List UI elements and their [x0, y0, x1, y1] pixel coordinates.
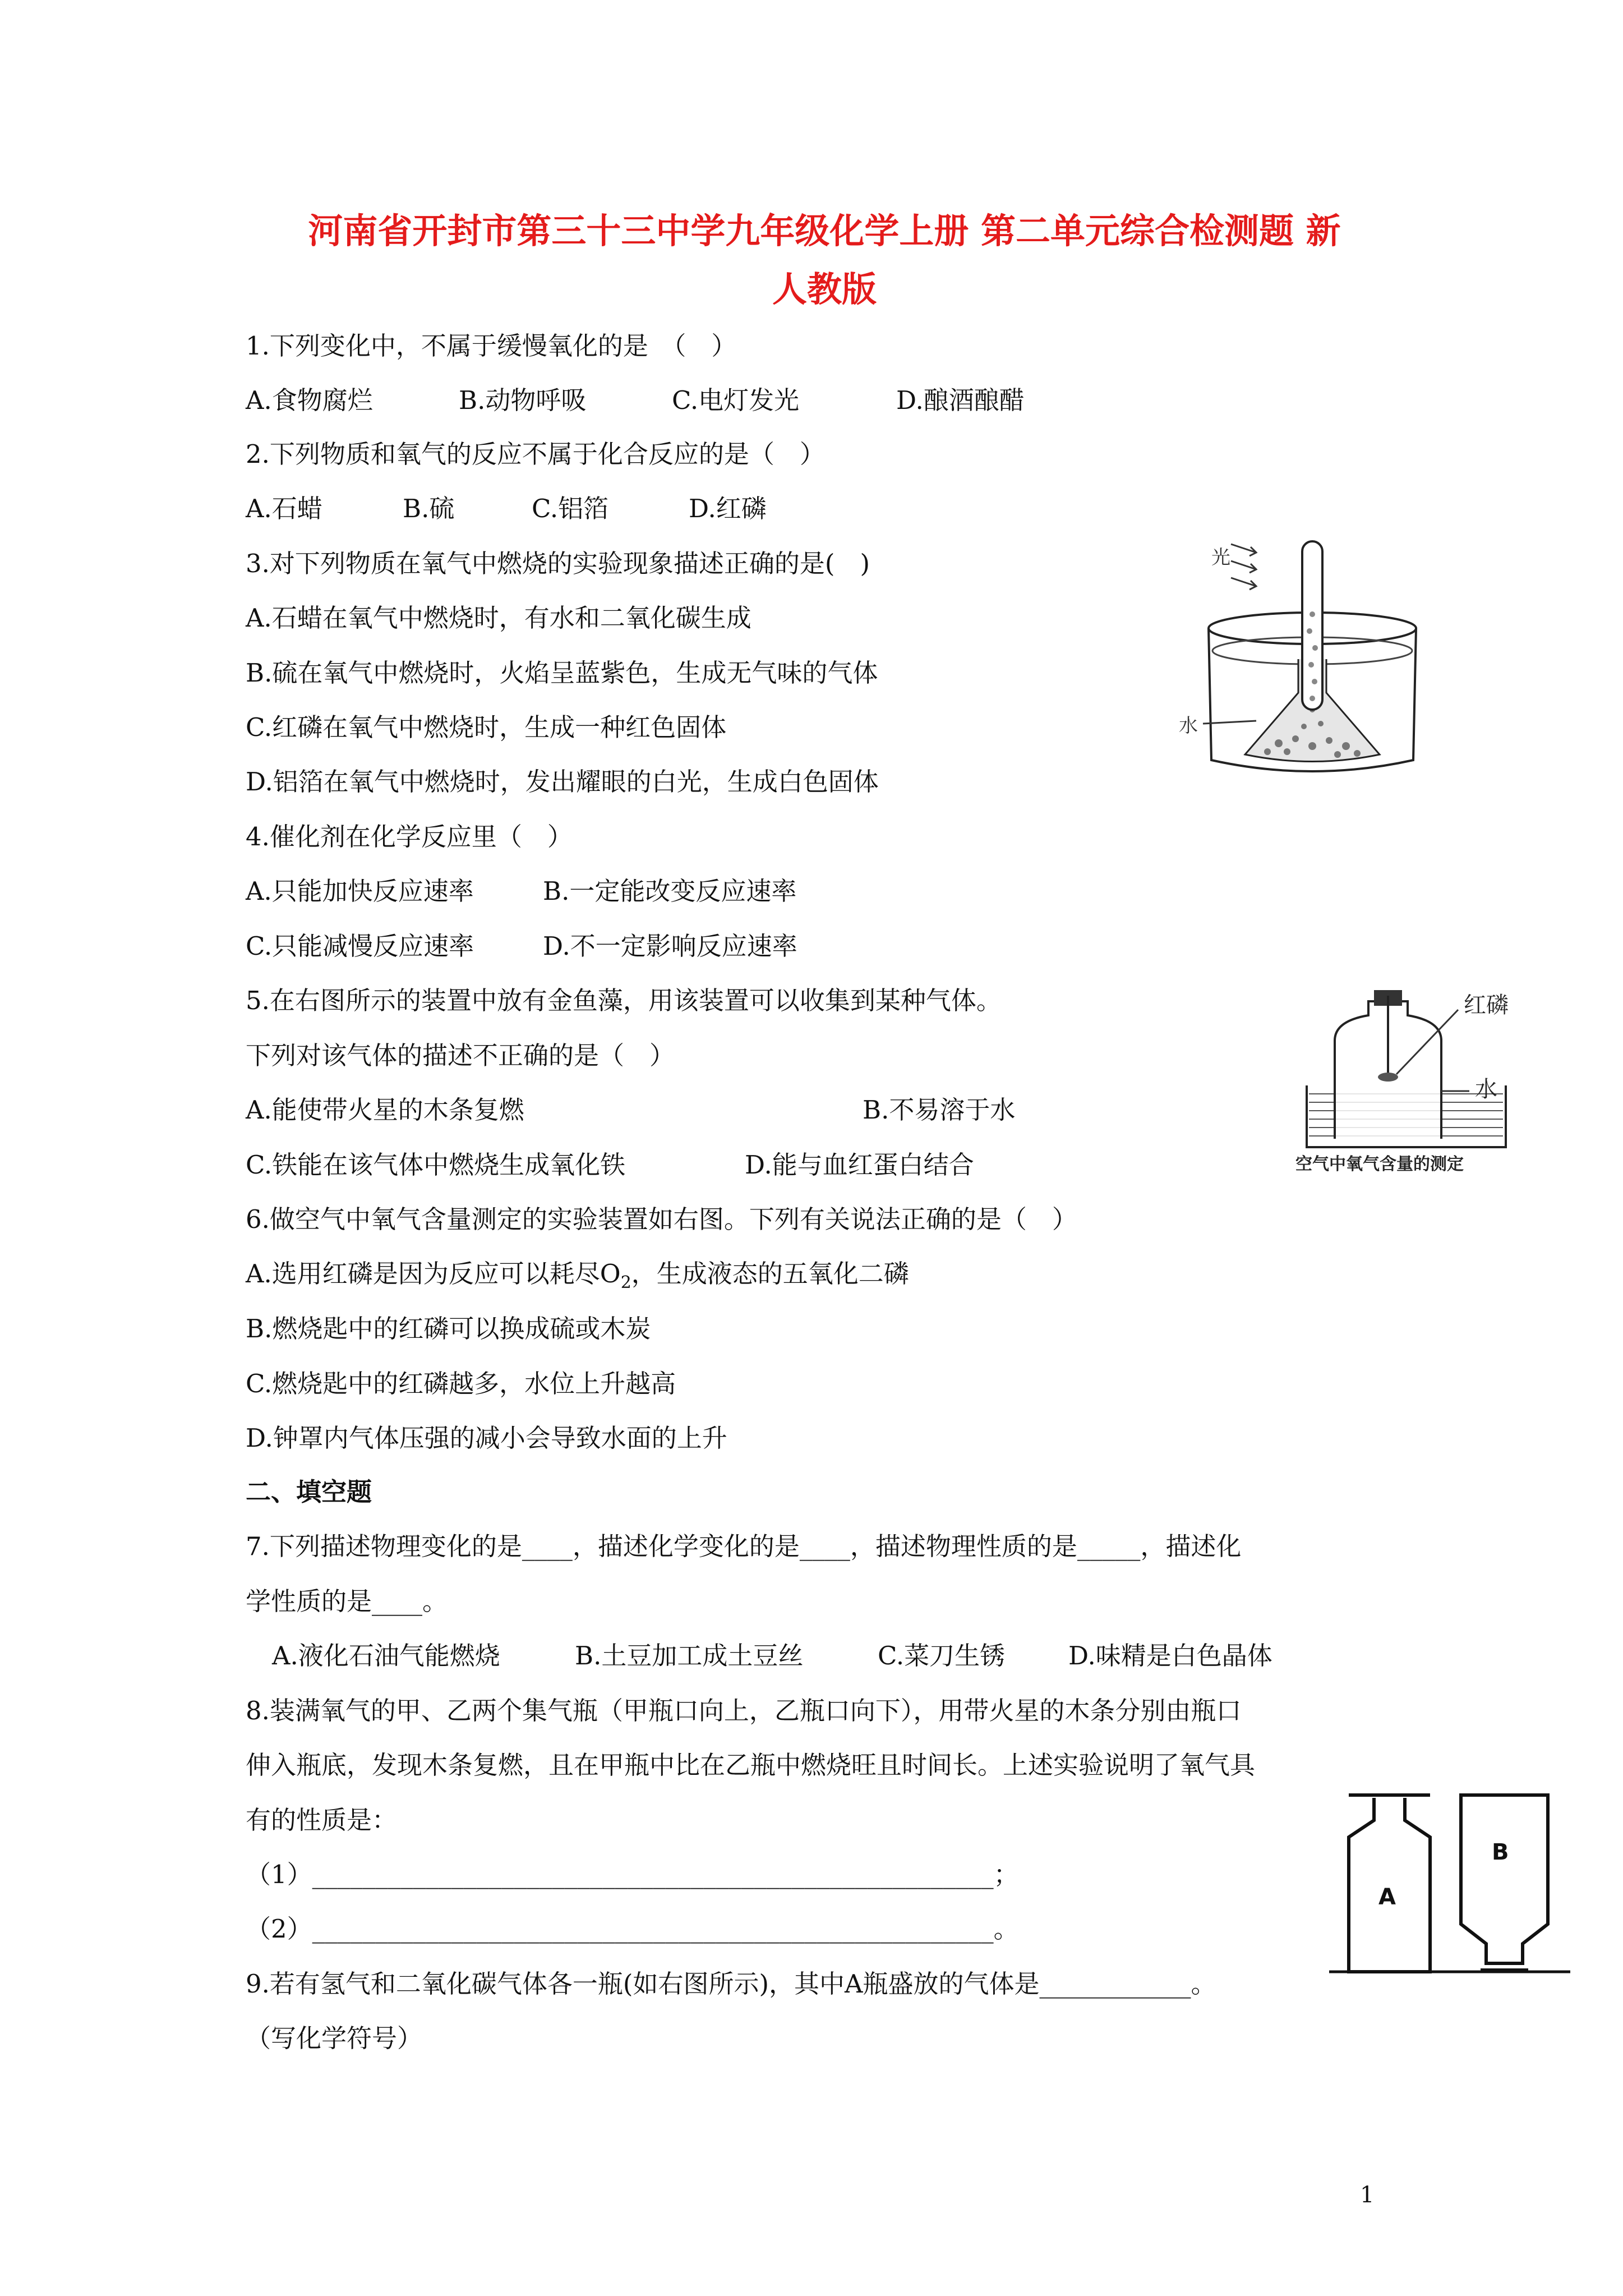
q5-option-b: B.不易溶于水 [863, 1095, 1016, 1125]
q2-option-b: B.硫 [403, 494, 455, 523]
figure-caption: 空气中氧气含量的测定 [1295, 1154, 1464, 1174]
q8-stem-line2: 伸入瓶底，发现木条复燃，且在甲瓶中比在乙瓶中燃烧旺且时间长。上述实验说明了氧气具 [246, 1750, 1256, 1780]
q6-stem: 6.做空气中氧气含量测定的实验装置如右图。下列有关说法正确的是（ ） [246, 1204, 1077, 1234]
title-line-1: 河南省开封市第三十三中学九年级化学上册 第二单元综合检测题 新 [308, 210, 1341, 251]
q5-option-c: C.铁能在该气体中燃烧生成氧化铁 [246, 1150, 626, 1180]
q4-options-row1 [246, 871, 796, 907]
figure-oxygen-measurement [1290, 979, 1570, 1175]
q2-stem: 2.下列物质和氧气的反应不属于化合反应的是（ ） [246, 439, 825, 469]
q5-stem-line1: 5.在右图所示的装置中放有金鱼藻，用该装置可以收集到某种气体。 [246, 986, 1002, 1015]
q5-options-row1 [246, 1089, 1015, 1126]
plant-beaker-illustration [1178, 530, 1436, 788]
q2-option-a: A.石蜡 [246, 494, 322, 523]
q1-option-a: A.食物腐烂 [246, 385, 373, 415]
q3-option-a: A.石蜡在氧气中燃烧时，有水和二氧化碳生成 [246, 603, 751, 633]
q9-stem-line2: （写化学符号） [246, 2023, 423, 2053]
q7-option-b: B.土豆加工成土豆丝 [575, 1641, 804, 1671]
gas-bottles-illustration [1318, 1778, 1576, 1980]
q4-option-b: B.一定能改变反应速率 [543, 876, 797, 906]
q6-option-b: B.燃烧匙中的红磷可以换成硫或木炭 [246, 1314, 651, 1343]
q1-stem: 1.下列变化中，不属于缓慢氧化的是 （ ） [246, 331, 737, 361]
figure-gas-bottles [1318, 1778, 1576, 1980]
q5-option-d: D.能与血红蛋白结合 [745, 1150, 974, 1180]
q8-stem-line3: 有的性质是： [246, 1805, 398, 1835]
q3-stem: 3.对下列物质在氧气中燃烧的实验现象描述正确的是( ) [246, 549, 870, 578]
q6-option-a-subscript: 2 [620, 1273, 631, 1292]
q1-option-b: B.动物呼吸 [459, 385, 587, 415]
q7-option-c: C.菜刀生锈 [878, 1641, 1006, 1671]
bottle-a-label: A [1378, 1884, 1396, 1910]
q1-option-c: C.电灯发光 [672, 385, 800, 415]
q6-option-a-post: ，生成液态的五氧化二磷 [631, 1259, 909, 1289]
q4-option-d: D.不一定影响反应速率 [543, 931, 797, 961]
q4-option-c: C.只能减慢反应速率 [246, 931, 474, 961]
q6-option-c: C.燃烧匙中的红磷越多，水位上升越高 [246, 1369, 676, 1398]
section-heading-fill-in: 二、填空题 [246, 1477, 372, 1507]
phosphorus-label: 红磷 [1464, 992, 1509, 1018]
q7-stem-line2: 学性质的是____。 [246, 1586, 448, 1616]
document-title [236, 202, 1413, 319]
q8-stem-line1: 8.装满氧气的甲、乙两个集气瓶（甲瓶口向上，乙瓶口向下），用带火星的木条分别由瓶口 [246, 1696, 1242, 1726]
q3-option-c: C.红磷在氧气中燃烧时，生成一种红色固体 [246, 712, 727, 742]
q9-stem-line1: 9.若有氢气和二氧化碳气体各一瓶(如右图所示)，其中A瓶盛放的气体是____________。 [246, 1969, 1216, 1999]
q7-options [272, 1635, 1272, 1672]
q6-option-d: D.钟罩内气体压强的减小会导致水面的上升 [246, 1423, 727, 1453]
page-number: 1 [1360, 2182, 1375, 2208]
oxygen-measurement-illustration [1290, 979, 1570, 1175]
q5-options-row2 [246, 1144, 974, 1181]
light-label: 光 [1211, 546, 1230, 569]
figure-plant-beaker [1178, 530, 1436, 788]
q3-option-b: B.硫在氧气中燃烧时，火焰呈蓝紫色，生成无气味的气体 [246, 658, 878, 688]
water-label: 水 [1179, 715, 1198, 737]
q3-option-d: D.铝箔在氧气中燃烧时，发出耀眼的白光，生成白色固体 [246, 767, 879, 797]
title-line-2: 人教版 [772, 269, 877, 310]
q7-option-d: D.味精是白色晶体 [1068, 1641, 1272, 1671]
water-label-2: 水 [1475, 1076, 1497, 1102]
q7-stem-line1: 7.下列描述物理变化的是____，描述化学变化的是____，描述物理性质的是_____，描述化 [246, 1531, 1242, 1561]
q5-option-a: A.能使带火星的木条复燃 [246, 1095, 524, 1125]
q4-stem: 4.催化剂在化学反应里（ ） [246, 822, 573, 852]
q1-option-d: D.酿酒酿醋 [896, 385, 1025, 415]
q1-options [246, 380, 1025, 416]
q2-option-d: D.红磷 [689, 494, 767, 523]
q5-stem-line2: 下列对该气体的描述不正确的是（ ） [246, 1041, 675, 1070]
q6-option-a-pre: A.选用红磷是因为反应可以耗尽O [246, 1259, 621, 1289]
q8-blank-2: （2）______________________________________________________。 [246, 1914, 1019, 1944]
q8-blank-1: （1）______________________________________________________； [246, 1860, 1019, 1889]
q2-options [246, 488, 767, 524]
q4-options-row2 [246, 926, 797, 962]
q4-option-a: A.只能加快反应速率 [246, 876, 474, 906]
q2-option-c: C.铝箔 [532, 494, 609, 523]
q7-option-a: A.液化石油气能燃烧 [272, 1641, 500, 1671]
q6-option-a [246, 1253, 909, 1292]
bottle-b-label: B [1492, 1839, 1509, 1865]
